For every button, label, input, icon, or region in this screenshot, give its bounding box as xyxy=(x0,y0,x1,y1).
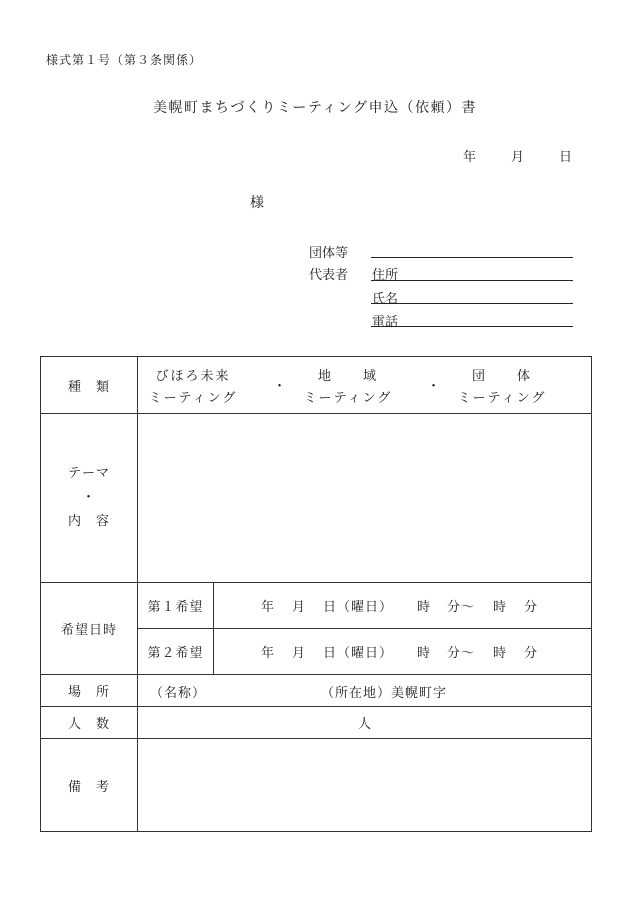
theme-input-area[interactable] xyxy=(138,414,592,583)
date-row-1 xyxy=(41,583,592,629)
group-field[interactable] xyxy=(371,257,573,258)
place-row xyxy=(41,675,592,707)
notes-label: 備 考 xyxy=(41,739,138,832)
preference-1-label: 第１希望 xyxy=(138,583,214,629)
theme-label: テーマ ・ 内 容 xyxy=(41,414,138,583)
addressee-suffix: 様 xyxy=(250,195,264,211)
type-separator: ・ xyxy=(427,379,441,394)
date-label: 希望日時 xyxy=(41,583,138,675)
preference-2-label: 第２希望 xyxy=(138,629,214,675)
type-row xyxy=(41,357,592,414)
theme-row xyxy=(41,414,592,583)
preference-1-datetime[interactable]: 年 月 日（曜日） 時 分～ 時 分 xyxy=(214,583,592,629)
phone-label: 電話 xyxy=(372,315,399,330)
type-option-future[interactable]: びほろ未来 ミーティング xyxy=(148,369,238,406)
people-input-area[interactable] xyxy=(138,707,592,739)
type-label: 種 類 xyxy=(41,357,138,414)
place-input-area[interactable] xyxy=(138,675,592,707)
address-field[interactable] xyxy=(371,280,573,281)
place-name-label: （名称） xyxy=(150,686,207,701)
name-field[interactable] xyxy=(371,303,573,304)
preference-2-datetime[interactable]: 年 月 日（曜日） 時 分～ 時 分 xyxy=(214,629,592,675)
people-label: 人 数 xyxy=(41,707,138,739)
type-separator: ・ xyxy=(273,379,287,394)
notes-input-area[interactable] xyxy=(138,739,592,832)
type-option-area[interactable]: 地 域 ミーティング xyxy=(303,369,393,406)
document-title: 美幌町まちづくりミーティング申込（依頼）書 xyxy=(153,100,477,116)
representative-label: 代表者 xyxy=(309,268,349,283)
application-table xyxy=(40,356,592,832)
date-day-label: 日 xyxy=(559,150,573,165)
type-options-cell xyxy=(138,357,592,414)
date-year-label: 年 xyxy=(463,150,477,165)
date-month-label: 月 xyxy=(511,150,525,165)
address-label: 住所 xyxy=(372,268,399,283)
people-row xyxy=(41,707,592,739)
name-label: 氏名 xyxy=(372,292,399,307)
group-label: 団体等 xyxy=(309,246,349,261)
place-location-label: （所在地）美幌町字 xyxy=(321,686,448,701)
phone-field[interactable] xyxy=(371,326,573,327)
people-unit: 人 xyxy=(357,717,371,732)
form-number: 様式第１号（第３条関係） xyxy=(46,53,203,67)
notes-row xyxy=(41,739,592,832)
place-label: 場 所 xyxy=(41,675,138,707)
type-option-group[interactable]: 団 体 ミーティング xyxy=(457,369,547,406)
